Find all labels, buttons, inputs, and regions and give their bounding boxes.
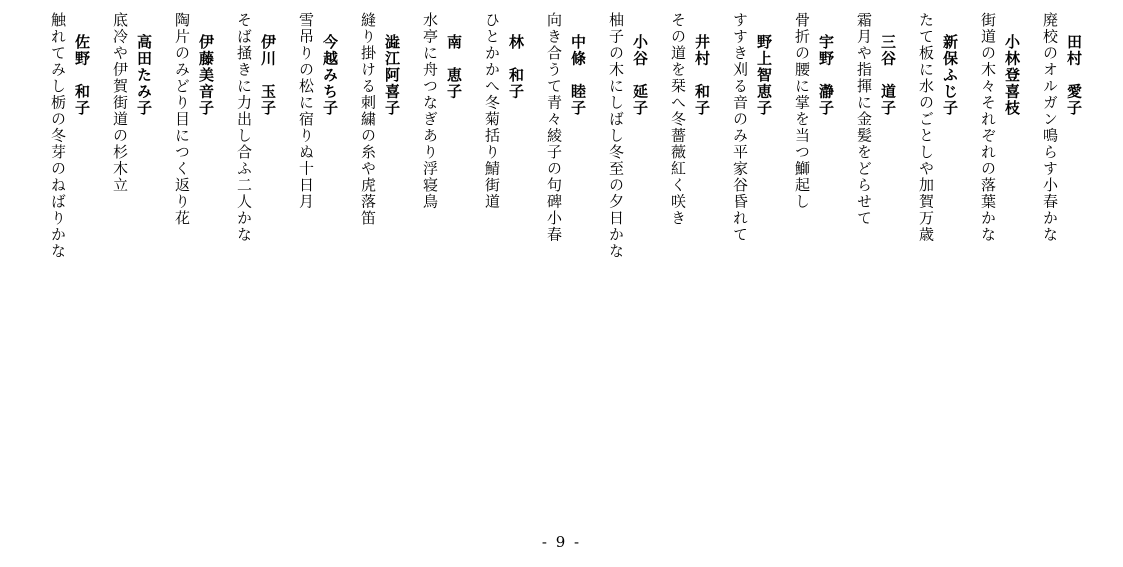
haiku-text: 雪吊りの松に宿りぬ十日月 (297, 12, 315, 210)
haiku-entry (1039, 12, 1085, 243)
haiku-entry (295, 12, 341, 210)
haiku-entry (419, 12, 465, 210)
author-name: 三谷 道子 (879, 34, 897, 117)
haiku-text: 向き合うて青々綾子の句碑小春 (545, 12, 563, 243)
haiku-text: 柚子の木にしばし冬至の夕日かな (607, 12, 625, 260)
author-name: 宇野 瀞子 (817, 34, 835, 117)
haiku-entry (605, 12, 651, 260)
haiku-text: 触れてみし栃の冬芽のねばりかな (49, 12, 67, 260)
haiku-text: すすき刈る音のみ平家谷昏れて (731, 12, 749, 243)
author-name: 野上智恵子 (755, 34, 773, 117)
author-name: 小谷 延子 (631, 34, 649, 117)
haiku-entry (481, 12, 527, 210)
haiku-entry (233, 12, 279, 243)
haiku-entry (357, 12, 403, 227)
haiku-entry (109, 12, 155, 194)
haiku-entry (791, 12, 837, 210)
author-name: 中條 睦子 (569, 34, 587, 117)
haiku-text: 霜月や指揮に金髪をどらせて (855, 12, 873, 227)
author-name: 新保ふじ子 (941, 34, 959, 117)
haiku-entry (667, 12, 713, 227)
haiku-text: 縫り掛ける刺繍の糸や虎落笛 (359, 12, 377, 227)
haiku-entry (543, 12, 589, 243)
haiku-entry (171, 12, 217, 227)
author-name: 井村 和子 (693, 34, 711, 117)
author-name: 今越みち子 (321, 34, 339, 117)
haiku-text: 街道の木々それぞれの落葉かな (979, 12, 997, 243)
haiku-text: 廃校のオルガン鳴らす小春かな (1041, 12, 1059, 243)
author-name: 田村 愛子 (1065, 34, 1083, 117)
haiku-list (25, 12, 1085, 302)
haiku-entry (729, 12, 775, 243)
haiku-text: そば掻きに力出し合ふ二人かな (235, 12, 253, 243)
author-name: 佐野 和子 (73, 34, 91, 117)
haiku-text: 陶片のみどり目につく返り花 (173, 12, 191, 227)
author-name: 林 和子 (507, 34, 525, 100)
author-name: 高田たみ子 (135, 34, 153, 117)
haiku-text: その道を栞へ冬薔薇紅く咲き (669, 12, 687, 227)
haiku-entry (853, 12, 899, 227)
haiku-entry (47, 12, 93, 260)
author-name: 南 恵子 (445, 34, 463, 100)
haiku-text: 水亭に舟つなぎあり浮寝鳥 (421, 12, 439, 210)
haiku-entry (915, 12, 961, 243)
page-number: - 9 - (541, 533, 582, 551)
haiku-text: ひとかかへ冬菊括り鯖街道 (483, 12, 501, 210)
haiku-text: 骨折の腰に掌を当つ鰤起し (793, 12, 811, 210)
haiku-text: たて板に水のごとしや加賀万歳 (917, 12, 935, 243)
haiku-text: 底冷や伊賀街道の杉木立 (111, 12, 129, 194)
author-name: 伊藤美音子 (197, 34, 215, 117)
author-name: 小林登喜枝 (1003, 34, 1021, 117)
author-name: 澁江阿喜子 (383, 34, 401, 117)
haiku-entry (977, 12, 1023, 243)
author-name: 伊川 玉子 (259, 34, 277, 117)
